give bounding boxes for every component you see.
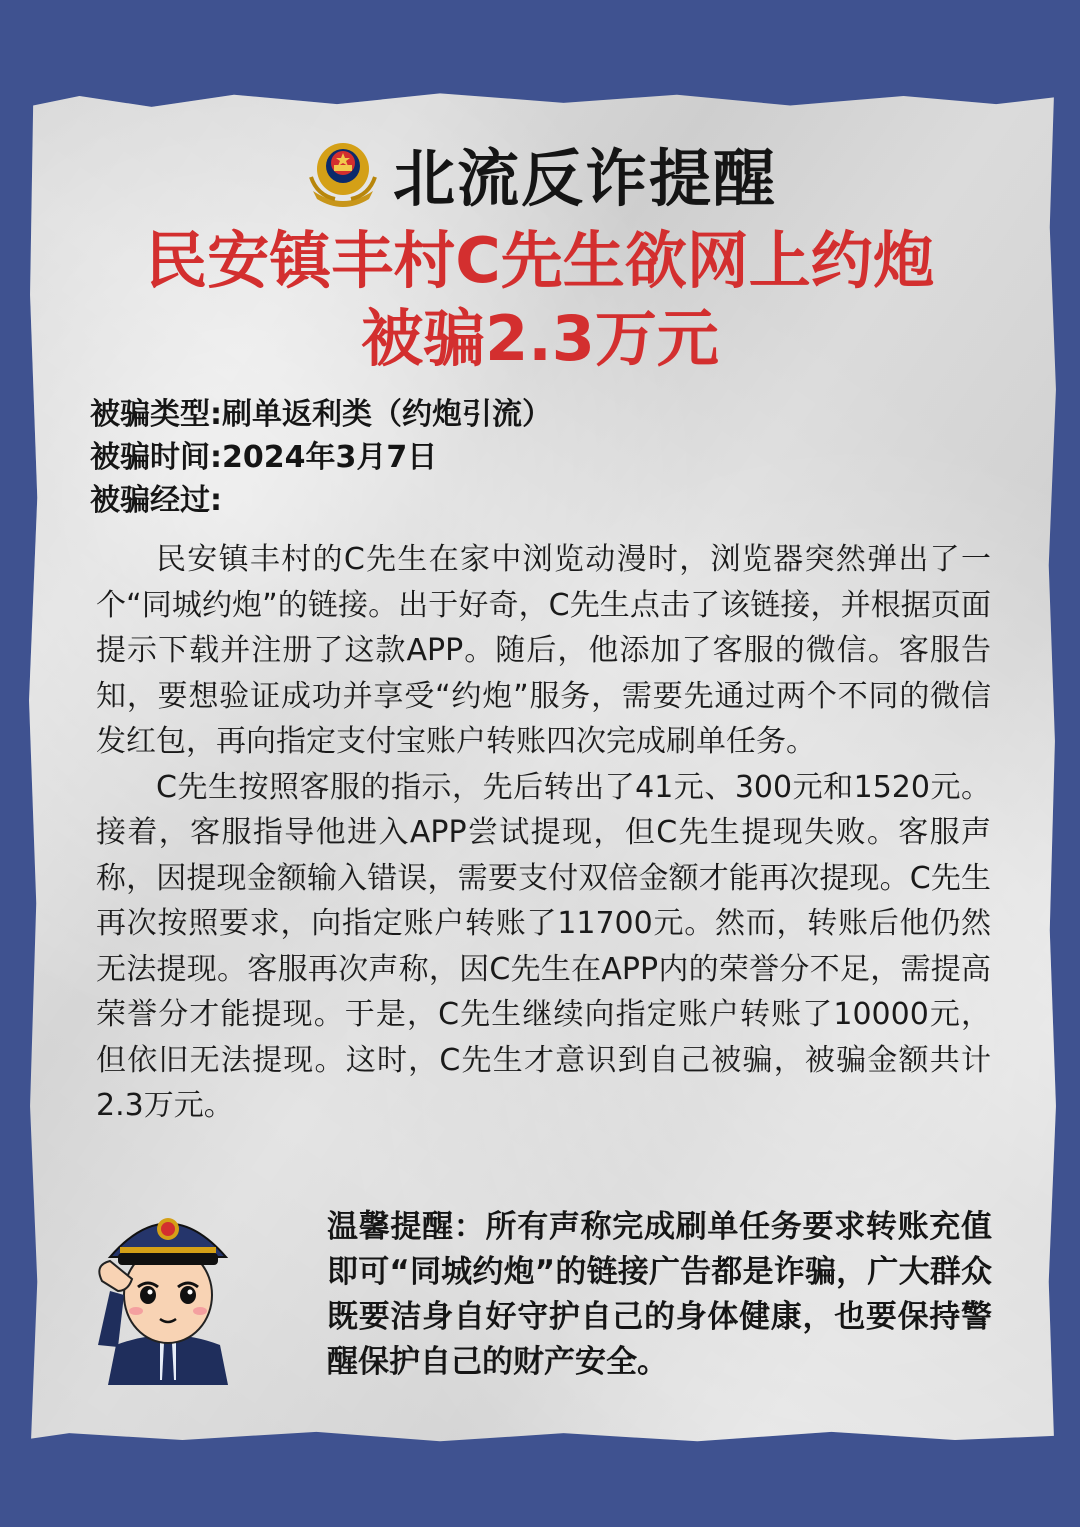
police-emblem-icon — [303, 133, 383, 213]
fraud-process-label: 被骗经过: — [90, 483, 222, 518]
paragraph-1: 民安镇丰村的C先生在家中浏览动漫时，浏览器突然弹出了一个“同城约炮”的链接。出于好奇，C先生点击了该链接，并根据页面提示下载并注册了这款APP。随后，他添加了客服的微信。客服告知，要想验证成功并享受“约炮”服务，需要先通过两个不同的微信发红包，再向指定支付宝账户转账四次完成刷单任务。 — [96, 542, 991, 759]
warm-reminder — [255, 1205, 992, 1385]
headline — [60, 222, 1020, 378]
headline-line-1: 民安镇丰村C先生欲网上约炮 — [145, 224, 935, 297]
fraud-type: 被骗类型:刷单返利类（约炮引流） — [90, 397, 552, 432]
case-meta — [90, 393, 990, 522]
warm-reminder-text: 温馨提醒：所有声称完成刷单任务要求转账充值即可“同城约炮”的链接广告都是诈骗，广大群众既要洁身自好守护自己的身体健康，也要保持警醒保护自己的财产安全。 — [327, 1209, 992, 1380]
header — [0, 128, 1080, 218]
case-description — [96, 537, 991, 1129]
fraud-time: 被骗时间:2024年3月7日 — [90, 440, 438, 475]
paragraph-2: C先生按照客服的指示，先后转出了41元、300元和1520元。接着，客服指导他进入APP尝试提现，但C先生提现失败。客服声称，因提现金额输入错误，需要支付双倍金额才能再次提现。C先生再次按照要求，向指定账户转账了11700元。然而，转账后他仍然无法提现。客服再次声称，因C先生在APP内的荣誉分不足，需提高荣誉分才能提现。于是，C先生继续向指定账户转账了10000元，但依旧无法提现。这时，C先生才意识到自己被骗，被骗金额共计2.3万元。 — [96, 769, 991, 1123]
headline-line-2: 被骗2.3万元 — [361, 302, 719, 375]
brand-title: 北流反诈提醒 — [392, 141, 777, 215]
police-officer-salute-icon — [88, 1195, 248, 1385]
